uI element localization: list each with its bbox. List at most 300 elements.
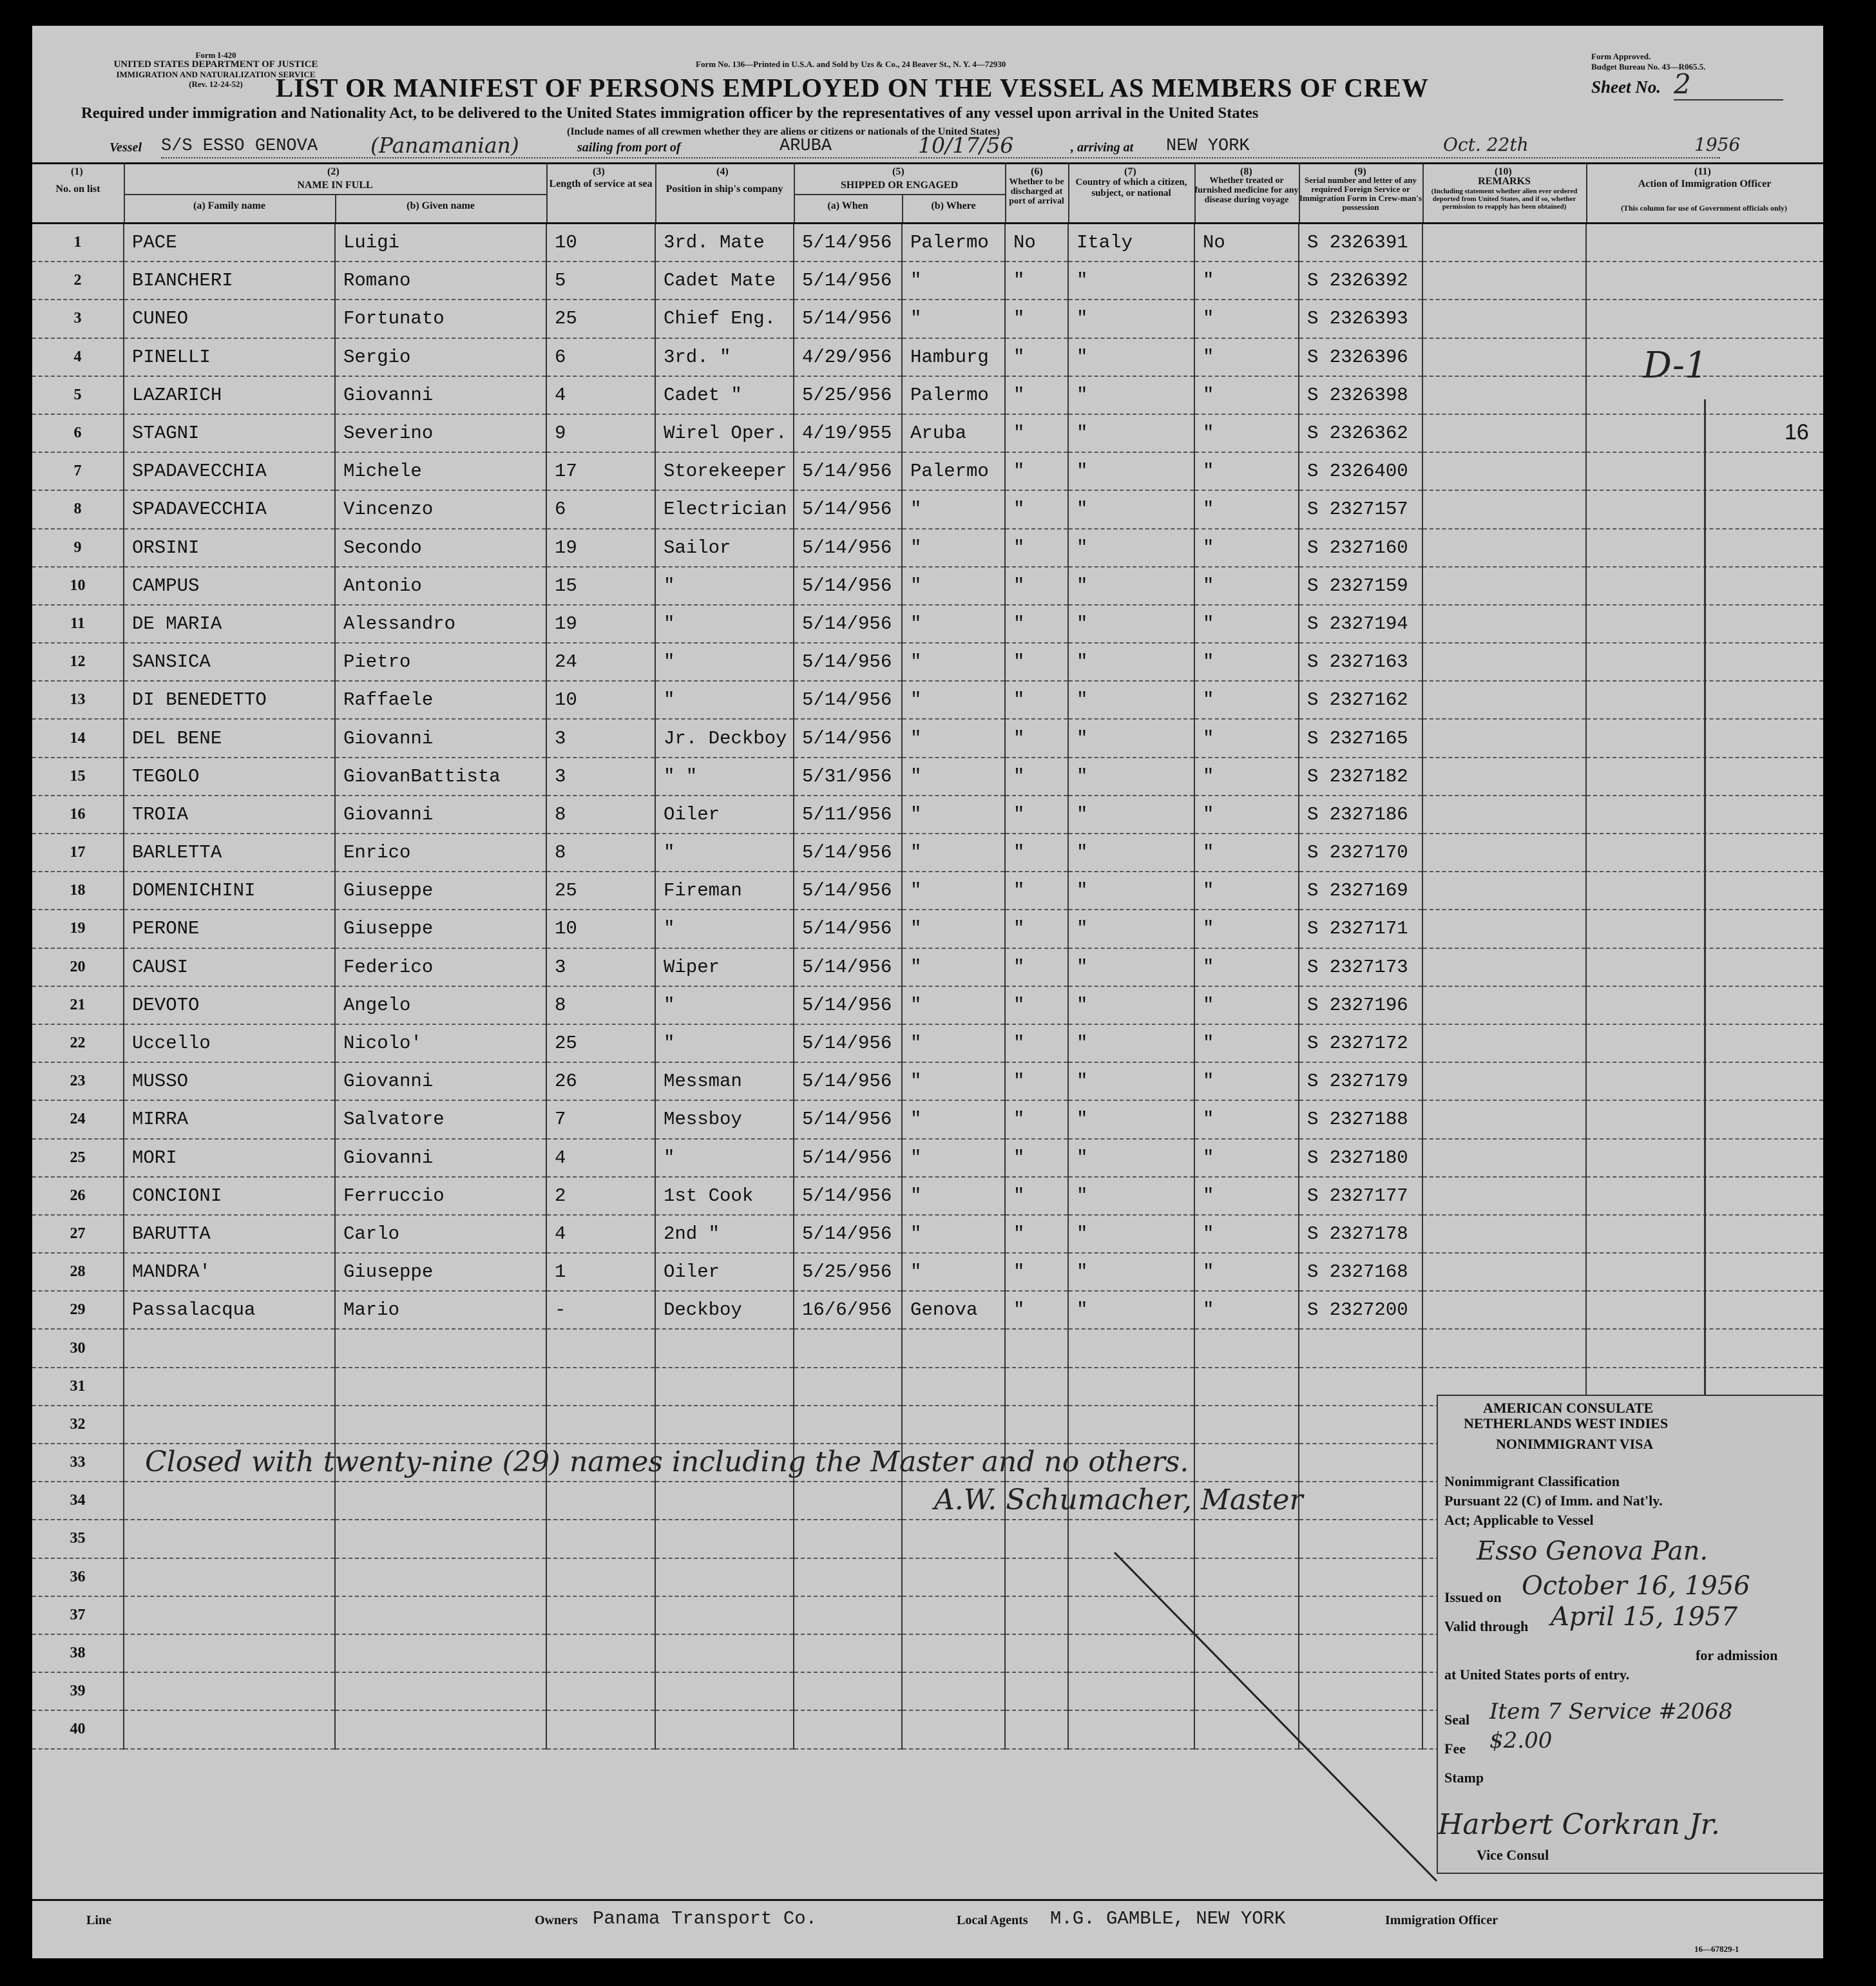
cell-pos: " bbox=[655, 1024, 794, 1062]
cell-pos: " bbox=[655, 605, 794, 643]
cell-serial: S 2327179 bbox=[1299, 1062, 1422, 1100]
cell-pos: Fireman bbox=[655, 872, 794, 910]
footer-agents-label: Local Agents bbox=[957, 1913, 1028, 1927]
cell-serial: S 2326391 bbox=[1299, 224, 1422, 262]
col-action: Action of Immigration Officer bbox=[1638, 178, 1772, 189]
subtitle: Required under immigration and Nationality Act, to be delivered to the United States immigration officer by the representatives of any vessel upon arrival in the United States bbox=[81, 104, 1259, 122]
cell-family: BARUTTA bbox=[124, 1215, 335, 1253]
cell-family: SPADAVECCHIA bbox=[124, 452, 335, 490]
cell-family: ORSINI bbox=[124, 529, 335, 567]
cell-no: 15 bbox=[32, 758, 124, 796]
stamp-consul-label: Vice Consul bbox=[1477, 1847, 1549, 1863]
stamp-line-2: NETHERLANDS WEST INDIES bbox=[1464, 1415, 1669, 1431]
revision: (Rev. 12-24-52) bbox=[189, 79, 243, 89]
stamp-line-4: Nonimmigrant Classification bbox=[1444, 1473, 1620, 1489]
cell-given: Sergio bbox=[335, 338, 546, 376]
cell-family: DOMENICHINI bbox=[124, 872, 335, 910]
cell-no: 39 bbox=[32, 1672, 124, 1710]
col-num-6: (6) bbox=[1031, 166, 1043, 177]
cell-disch: " bbox=[1005, 1139, 1068, 1177]
col-num-7: (7) bbox=[1124, 166, 1136, 177]
cell-len: 3 bbox=[546, 719, 655, 757]
cell-pos: " " bbox=[655, 758, 794, 796]
cell-disch: " bbox=[1005, 376, 1068, 414]
cell-given: Nicolo' bbox=[335, 1024, 546, 1062]
cell-family: CAMPUS bbox=[124, 567, 335, 605]
cell-treated: " bbox=[1194, 414, 1299, 452]
cell-len: 10 bbox=[546, 224, 655, 262]
cell-disch: " bbox=[1005, 1062, 1068, 1100]
stamp-line-5: Pursuant 22 (C) of Imm. and Nat'ly. bbox=[1444, 1493, 1663, 1509]
cell-disch: " bbox=[1005, 1024, 1068, 1062]
cell-given: Raffaele bbox=[335, 681, 546, 719]
cell-pos: 3rd. " bbox=[655, 338, 794, 376]
cell-no: 3 bbox=[32, 300, 124, 338]
cell-no: 22 bbox=[32, 1024, 124, 1062]
cell-given: Antonio bbox=[335, 567, 546, 605]
cell-disch: " bbox=[1005, 986, 1068, 1024]
cell-where: " bbox=[902, 529, 1005, 567]
cell-serial: S 2327200 bbox=[1299, 1291, 1422, 1329]
cell-country: " bbox=[1068, 567, 1194, 605]
cell-country: " bbox=[1068, 1100, 1194, 1138]
arriving-port: NEW YORK bbox=[1166, 137, 1250, 156]
sheet-label: Sheet No. bbox=[1591, 77, 1661, 97]
cell-when: 5/14/956 bbox=[794, 262, 902, 300]
cell-treated: " bbox=[1194, 567, 1299, 605]
cell-given: Giuseppe bbox=[335, 1253, 546, 1291]
cell-no: 18 bbox=[32, 872, 124, 910]
cell-when: 4/19/955 bbox=[794, 414, 902, 452]
cell-where: " bbox=[902, 1024, 1005, 1062]
cell-disch: " bbox=[1005, 1291, 1068, 1329]
cell-no: 38 bbox=[32, 1634, 124, 1672]
cell-given: Angelo bbox=[335, 986, 546, 1024]
cell-serial: S 2327159 bbox=[1299, 567, 1422, 605]
stamp-valid-date: April 15, 1957 bbox=[1551, 1602, 1738, 1632]
cell-treated: " bbox=[1194, 872, 1299, 910]
cell-when: 4/29/956 bbox=[794, 338, 902, 376]
cell-no: 26 bbox=[32, 1177, 124, 1215]
footer-officer-label: Immigration Officer bbox=[1385, 1913, 1498, 1927]
cell-where: " bbox=[902, 719, 1005, 757]
cell-pos: " bbox=[655, 1139, 794, 1177]
arriving-label: , arriving at bbox=[1071, 140, 1134, 155]
cell-when: 5/14/956 bbox=[794, 529, 902, 567]
cell-disch: " bbox=[1005, 262, 1068, 300]
cell-no: 1 bbox=[32, 224, 124, 262]
col-num-10: (10) bbox=[1495, 166, 1512, 177]
col-family-name: (a) Family name bbox=[193, 200, 265, 211]
cell-given: Secondo bbox=[335, 529, 546, 567]
cell-len: 3 bbox=[546, 758, 655, 796]
cell-pos: Cadet Mate bbox=[655, 262, 794, 300]
cell-given: Giovanni bbox=[335, 719, 546, 757]
cell-len: 25 bbox=[546, 872, 655, 910]
cell-where: " bbox=[902, 1062, 1005, 1100]
cell-no: 7 bbox=[32, 452, 124, 490]
stamp-vessel: Esso Genova Pan. bbox=[1477, 1536, 1708, 1566]
printer-line: Form No. 136—Printed in U.S.A. and Sold by Uzs & Co., 24 Beaver St., N. Y. 4—72930 bbox=[696, 59, 1006, 69]
cell-no: 19 bbox=[32, 910, 124, 948]
cell-given: Mario bbox=[335, 1291, 546, 1329]
cell-country: " bbox=[1068, 376, 1194, 414]
cell-len: 10 bbox=[546, 681, 655, 719]
cell-len: 4 bbox=[546, 1215, 655, 1253]
cell-disch: " bbox=[1005, 567, 1068, 605]
margin-count: 16 bbox=[1785, 420, 1809, 444]
cell-no: 24 bbox=[32, 1100, 124, 1138]
form-number: Form I-420 bbox=[195, 50, 236, 60]
cell-disch: " bbox=[1005, 414, 1068, 452]
cell-given: GiovanBattista bbox=[335, 758, 546, 796]
cell-where: " bbox=[902, 910, 1005, 948]
cell-family: LAZARICH bbox=[124, 376, 335, 414]
cell-serial: S 2327171 bbox=[1299, 910, 1422, 948]
cell-pos: Chief Eng. bbox=[655, 300, 794, 338]
cell-pos: " bbox=[655, 567, 794, 605]
cell-when: 5/14/956 bbox=[794, 834, 902, 872]
cell-when: 5/14/956 bbox=[794, 1024, 902, 1062]
cell-given: Vincenzo bbox=[335, 490, 546, 528]
cell-pos: Electrician bbox=[655, 490, 794, 528]
cell-treated: " bbox=[1194, 605, 1299, 643]
col-num-2: (2) bbox=[327, 166, 340, 177]
cell-disch: No bbox=[1005, 224, 1068, 262]
stamp-fee-value: $2.00 bbox=[1489, 1728, 1553, 1753]
cell-when: 5/14/956 bbox=[794, 567, 902, 605]
cell-treated: " bbox=[1194, 719, 1299, 757]
cell-disch: " bbox=[1005, 490, 1068, 528]
cell-where: Genova bbox=[902, 1291, 1005, 1329]
col-action-note: (This column for use of Government officials only) bbox=[1620, 204, 1788, 213]
cell-no: 9 bbox=[32, 529, 124, 567]
cell-len: 6 bbox=[546, 338, 655, 376]
cell-where: Palermo bbox=[902, 452, 1005, 490]
col-num-1: (1) bbox=[71, 166, 83, 177]
cell-where: " bbox=[902, 1100, 1005, 1138]
budget-bureau: Budget Bureau No. 43—R065.5. bbox=[1591, 62, 1706, 72]
stamp-seal-value: Item 7 Service #2068 bbox=[1489, 1699, 1733, 1724]
cell-pos: Sailor bbox=[655, 529, 794, 567]
col-num-5: (5) bbox=[892, 166, 905, 177]
cell-len: 15 bbox=[546, 567, 655, 605]
cell-no: 23 bbox=[32, 1062, 124, 1100]
cell-disch: " bbox=[1005, 834, 1068, 872]
cell-disch: " bbox=[1005, 300, 1068, 338]
action-mark: D-1 bbox=[1643, 345, 1708, 387]
cell-pos: 3rd. Mate bbox=[655, 224, 794, 262]
cell-given: Carlo bbox=[335, 1215, 546, 1253]
cell-family: MIRRA bbox=[124, 1100, 335, 1138]
cell-disch: " bbox=[1005, 452, 1068, 490]
col-length: Length of service at sea bbox=[549, 178, 653, 189]
cell-country: " bbox=[1068, 796, 1194, 834]
cell-country: " bbox=[1068, 1177, 1194, 1215]
cell-treated: " bbox=[1194, 948, 1299, 986]
cell-no: 14 bbox=[32, 719, 124, 757]
cell-when: 5/14/956 bbox=[794, 490, 902, 528]
cell-where: " bbox=[902, 796, 1005, 834]
cell-where: " bbox=[902, 643, 1005, 681]
col-position: Position in ship's company bbox=[665, 184, 783, 195]
cell-country: " bbox=[1068, 262, 1194, 300]
cell-family: DEL BENE bbox=[124, 719, 335, 757]
cell-serial: S 2327157 bbox=[1299, 490, 1422, 528]
cell-disch: " bbox=[1005, 1215, 1068, 1253]
cell-treated: " bbox=[1194, 986, 1299, 1024]
cell-given: Federico bbox=[335, 948, 546, 986]
arrival-year: 1956 bbox=[1694, 134, 1741, 155]
cell-pos: Wiper bbox=[655, 948, 794, 986]
cell-country: " bbox=[1068, 681, 1194, 719]
cell-disch: " bbox=[1005, 338, 1068, 376]
cell-len: 26 bbox=[546, 1062, 655, 1100]
cell-where: " bbox=[902, 490, 1005, 528]
footer-code: 16—67829-1 bbox=[1694, 1944, 1739, 1954]
cell-serial: S 2327169 bbox=[1299, 872, 1422, 910]
cell-when: 5/14/956 bbox=[794, 605, 902, 643]
stamp-line-6: Act; Applicable to Vessel bbox=[1444, 1512, 1594, 1528]
cell-no: 32 bbox=[32, 1406, 124, 1444]
cell-no: 21 bbox=[32, 986, 124, 1024]
stamp-issued-label: Issued on bbox=[1444, 1589, 1502, 1605]
cell-serial: S 2327168 bbox=[1299, 1253, 1422, 1291]
cell-given: Severino bbox=[335, 414, 546, 452]
cell-country: " bbox=[1068, 300, 1194, 338]
cell-treated: No bbox=[1194, 224, 1299, 262]
cell-no: 35 bbox=[32, 1520, 124, 1558]
stamp-line-3: NONIMMIGRANT VISA bbox=[1496, 1436, 1654, 1452]
cell-treated: " bbox=[1194, 643, 1299, 681]
cell-family: SANSICA bbox=[124, 643, 335, 681]
cell-country: " bbox=[1068, 605, 1194, 643]
stamp-ports: at United States ports of entry. bbox=[1444, 1666, 1630, 1683]
cell-len: 7 bbox=[546, 1100, 655, 1138]
cell-where: Palermo bbox=[902, 224, 1005, 262]
cell-pos: Messboy bbox=[655, 1100, 794, 1138]
cell-no: 6 bbox=[32, 414, 124, 452]
cell-disch: " bbox=[1005, 872, 1068, 910]
footer-rule bbox=[32, 1899, 1823, 1901]
footer-agents: M.G. GAMBLE, NEW YORK bbox=[1050, 1908, 1286, 1929]
cell-len: 10 bbox=[546, 910, 655, 948]
cell-given: Luigi bbox=[335, 224, 546, 262]
cell-when: 5/14/956 bbox=[794, 681, 902, 719]
cell-no: 25 bbox=[32, 1139, 124, 1177]
cell-country: Italy bbox=[1068, 224, 1194, 262]
cell-pos: " bbox=[655, 643, 794, 681]
cell-serial: S 2327163 bbox=[1299, 643, 1422, 681]
cell-no: 2 bbox=[32, 262, 124, 300]
cell-family: DI BENEDETTO bbox=[124, 681, 335, 719]
cell-treated: " bbox=[1194, 1024, 1299, 1062]
col-given-name: (b) Given name bbox=[407, 200, 475, 211]
cell-serial: S 2327173 bbox=[1299, 948, 1422, 986]
cell-disch: " bbox=[1005, 758, 1068, 796]
cell-serial: S 2327196 bbox=[1299, 986, 1422, 1024]
stamp-issued-date: October 16, 1956 bbox=[1522, 1571, 1750, 1601]
cell-where: Hamburg bbox=[902, 338, 1005, 376]
cell-given: Fortunato bbox=[335, 300, 546, 338]
cell-no: 4 bbox=[32, 338, 124, 376]
cell-when: 5/25/956 bbox=[794, 1253, 902, 1291]
cell-given: Giovanni bbox=[335, 796, 546, 834]
cell-treated: " bbox=[1194, 796, 1299, 834]
col-treated: Whether treated or furnished medicine for any disease during voyage bbox=[1194, 176, 1299, 205]
cell-country: " bbox=[1068, 834, 1194, 872]
col-serial: Serial number and letter of any required Foreign Service or Immigration Form in Crew-man's possession bbox=[1299, 175, 1422, 212]
cell-disch: " bbox=[1005, 1100, 1068, 1138]
cell-serial: S 2326400 bbox=[1299, 452, 1422, 490]
cell-serial: S 2326362 bbox=[1299, 414, 1422, 452]
cell-family: PINELLI bbox=[124, 338, 335, 376]
consular-visa-stamp bbox=[1437, 1395, 1823, 1874]
col-shipped-engaged: SHIPPED OR ENGAGED bbox=[840, 180, 959, 191]
cell-disch: " bbox=[1005, 529, 1068, 567]
cell-where: " bbox=[902, 681, 1005, 719]
cell-treated: " bbox=[1194, 529, 1299, 567]
cell-len: 8 bbox=[546, 796, 655, 834]
cell-disch: " bbox=[1005, 605, 1068, 643]
cell-len: 19 bbox=[546, 605, 655, 643]
cell-pos: Cadet " bbox=[655, 376, 794, 414]
cell-family: CAUSI bbox=[124, 948, 335, 986]
cell-disch: " bbox=[1005, 910, 1068, 948]
footer-owners: Panama Transport Co. bbox=[593, 1908, 818, 1929]
cell-treated: " bbox=[1194, 1177, 1299, 1215]
cell-family: Uccello bbox=[124, 1024, 335, 1062]
cell-treated: " bbox=[1194, 1253, 1299, 1291]
cell-len: 2 bbox=[546, 1177, 655, 1215]
cell-family: STAGNI bbox=[124, 414, 335, 452]
cell-no: 11 bbox=[32, 605, 124, 643]
cell-no: 30 bbox=[32, 1329, 124, 1367]
cell-len: 17 bbox=[546, 452, 655, 490]
port-of-sailing: ARUBA bbox=[780, 137, 832, 156]
col-no-on-list: No. on list bbox=[55, 184, 100, 195]
col-num-8: (8) bbox=[1240, 166, 1252, 177]
cell-serial: S 2327172 bbox=[1299, 1024, 1422, 1062]
cell-when: 5/25/956 bbox=[794, 376, 902, 414]
cell-no: 31 bbox=[32, 1368, 124, 1406]
cell-no: 20 bbox=[32, 948, 124, 986]
cell-serial: S 2326392 bbox=[1299, 262, 1422, 300]
cell-treated: " bbox=[1194, 1215, 1299, 1253]
cell-when: 5/14/956 bbox=[794, 872, 902, 910]
closing-signature: A.W. Schumacher, Master bbox=[934, 1484, 1303, 1516]
col-country: Country of which a citizen, subject, or national bbox=[1075, 177, 1187, 198]
cell-serial: S 2327177 bbox=[1299, 1177, 1422, 1215]
cell-where: " bbox=[902, 1177, 1005, 1215]
col-num-4: (4) bbox=[716, 166, 729, 177]
cell-no: 8 bbox=[32, 490, 124, 528]
cell-where: " bbox=[902, 1139, 1005, 1177]
cell-disch: " bbox=[1005, 1253, 1068, 1291]
cell-given: Enrico bbox=[335, 834, 546, 872]
cell-len: 1 bbox=[546, 1253, 655, 1291]
cell-given: Ferruccio bbox=[335, 1177, 546, 1215]
cell-no: 37 bbox=[32, 1596, 124, 1634]
cell-serial: S 2326393 bbox=[1299, 300, 1422, 338]
cell-where: " bbox=[902, 834, 1005, 872]
stamp-admission: for admission bbox=[1696, 1647, 1778, 1663]
cell-given: Salvatore bbox=[335, 1100, 546, 1138]
vessel-name: S/S ESSO GENOVA bbox=[161, 137, 318, 156]
cell-pos: " bbox=[655, 910, 794, 948]
cell-when: 5/14/956 bbox=[794, 910, 902, 948]
cell-where: " bbox=[902, 1215, 1005, 1253]
cell-serial: S 2327160 bbox=[1299, 529, 1422, 567]
cell-when: 5/14/956 bbox=[794, 986, 902, 1024]
cell-given: Giovanni bbox=[335, 1062, 546, 1100]
cell-family: CONCIONI bbox=[124, 1177, 335, 1215]
cell-len: 25 bbox=[546, 300, 655, 338]
col-num-11: (11) bbox=[1694, 166, 1711, 177]
cell-no: 27 bbox=[32, 1215, 124, 1253]
cell-where: Palermo bbox=[902, 376, 1005, 414]
col-num-3: (3) bbox=[593, 166, 605, 177]
cell-given: Giuseppe bbox=[335, 872, 546, 910]
cell-disch: " bbox=[1005, 681, 1068, 719]
cell-where: Aruba bbox=[902, 414, 1005, 452]
cell-pos: " bbox=[655, 986, 794, 1024]
cell-serial: S 2327182 bbox=[1299, 758, 1422, 796]
cell-country: " bbox=[1068, 948, 1194, 986]
cell-family: Passalacqua bbox=[124, 1291, 335, 1329]
cell-country: " bbox=[1068, 1139, 1194, 1177]
cell-country: " bbox=[1068, 1291, 1194, 1329]
cell-where: " bbox=[902, 1253, 1005, 1291]
cell-country: " bbox=[1068, 452, 1194, 490]
closing-note: Closed with twenty-nine (29) names including the Master and no others. bbox=[145, 1446, 1189, 1478]
cell-where: " bbox=[902, 567, 1005, 605]
stamp-seal-label: Seal bbox=[1444, 1712, 1470, 1728]
cell-when: 5/14/956 bbox=[794, 1100, 902, 1138]
cell-where: " bbox=[902, 605, 1005, 643]
cell-when: 16/6/956 bbox=[794, 1291, 902, 1329]
cell-len: - bbox=[546, 1291, 655, 1329]
sheet-number: 2 bbox=[1674, 68, 1691, 100]
stamp-consul-signature: Harbert Corkran Jr. bbox=[1438, 1808, 1720, 1841]
cell-given: Romano bbox=[335, 262, 546, 300]
cell-country: " bbox=[1068, 1215, 1194, 1253]
col-when: (a) When bbox=[827, 200, 868, 211]
cell-family: SPADAVECCHIA bbox=[124, 490, 335, 528]
cell-treated: " bbox=[1194, 1291, 1299, 1329]
cell-no: 13 bbox=[32, 681, 124, 719]
cell-disch: " bbox=[1005, 948, 1068, 986]
stamp-fee-label: Fee bbox=[1444, 1741, 1466, 1757]
cell-treated: " bbox=[1194, 1100, 1299, 1138]
cell-given: Giuseppe bbox=[335, 910, 546, 948]
cell-no: 5 bbox=[32, 376, 124, 414]
cell-len: 8 bbox=[546, 986, 655, 1024]
cell-family: BARLETTA bbox=[124, 834, 335, 872]
cell-pos: Deckboy bbox=[655, 1291, 794, 1329]
cell-len: 4 bbox=[546, 1139, 655, 1177]
arrival-date: Oct. 22th bbox=[1443, 134, 1529, 155]
cancel-stroke bbox=[1115, 1552, 1437, 1881]
cell-treated: " bbox=[1194, 758, 1299, 796]
cell-len: 5 bbox=[546, 262, 655, 300]
cell-treated: " bbox=[1194, 376, 1299, 414]
cell-when: 5/14/956 bbox=[794, 300, 902, 338]
cell-family: PACE bbox=[124, 224, 335, 262]
cell-len: 4 bbox=[546, 376, 655, 414]
cell-given: Pietro bbox=[335, 643, 546, 681]
department: UNITED STATES DEPARTMENT OF JUSTICE bbox=[113, 59, 318, 70]
